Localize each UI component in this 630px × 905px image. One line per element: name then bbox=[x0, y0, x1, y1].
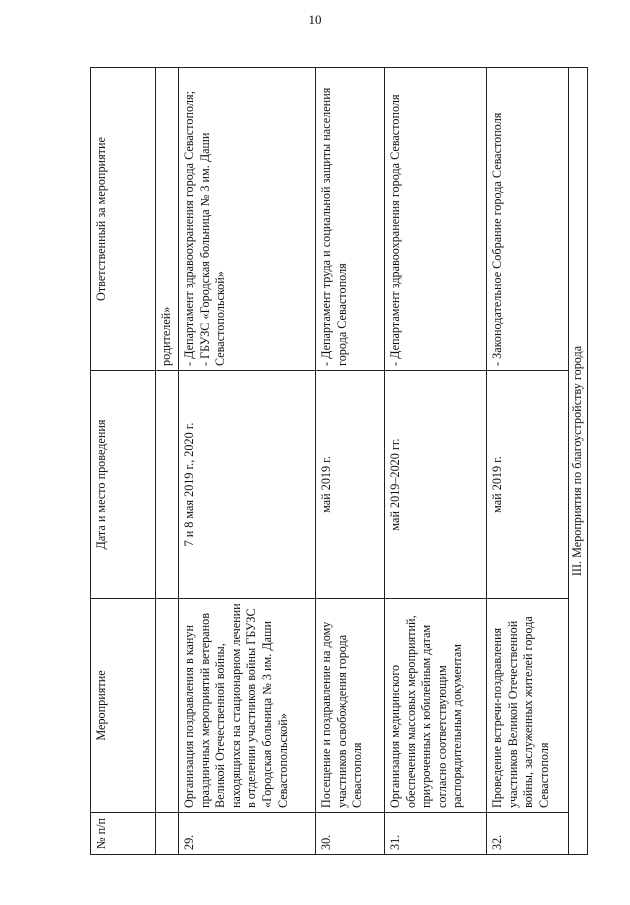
cont-num bbox=[156, 813, 179, 855]
header-event: Мероприятие bbox=[91, 599, 156, 813]
responsible-line: - Законодательное Собрание города Севастополя bbox=[490, 112, 504, 366]
row-num: 31. bbox=[385, 813, 487, 855]
row-responsible bbox=[487, 68, 569, 371]
header-num: № п/п bbox=[91, 813, 156, 855]
row-responsible bbox=[179, 68, 316, 371]
cont-responsible: родителей» bbox=[156, 68, 179, 371]
responsible-line: - Департамент здравоохранения города Севастополя; bbox=[182, 91, 196, 366]
responsible-line: - Департамент здравоохранения города Севастополя bbox=[388, 94, 402, 366]
continuation-row bbox=[156, 68, 179, 855]
row-event: Посещение и поздравление на дому участников освобождения города Севастополя bbox=[316, 599, 385, 813]
section-row bbox=[569, 68, 588, 855]
row-num: 30. bbox=[316, 813, 385, 855]
events-table bbox=[90, 67, 588, 855]
row-date: май 2019–2020 гг. bbox=[385, 371, 487, 599]
table-header-row bbox=[91, 68, 156, 855]
rotated-page-area bbox=[90, 68, 584, 855]
section-heading: III. Мероприятия по благоустройству города bbox=[569, 68, 588, 855]
table-row bbox=[385, 68, 487, 855]
header-date: Дата и место проведения bbox=[91, 371, 156, 599]
table-row bbox=[487, 68, 569, 855]
row-num: 29. bbox=[179, 813, 316, 855]
row-event: Организация поздравления в канун праздничных мероприятий ветеранов Великой Отечественной войны, находящихся на стационарном лечении в отделении участников войны ГБУЗС «Городская больница № 3 им. Даши Севастопольской» bbox=[179, 599, 316, 813]
table-row bbox=[179, 68, 316, 855]
responsible-line: - Департамент труда и социальной защиты населения города Севастополя bbox=[319, 87, 349, 366]
row-event: Организация медицинского обеспечения массовых мероприятий, приуроченных к юбилейным датам согласно соответствующим распорядительным документам bbox=[385, 599, 487, 813]
row-date: май 2019 г. bbox=[487, 371, 569, 599]
responsible-line: - ГБУЗС «Городская больница № 3 им. Даши Севастопольской» bbox=[197, 132, 228, 366]
table-row bbox=[316, 68, 385, 855]
row-responsible bbox=[385, 68, 487, 371]
cont-event bbox=[156, 599, 179, 813]
row-event: Проведение встречи-поздравления участников Великой Отечественной войны, заслуженных жителей города Севастополя bbox=[487, 599, 569, 813]
row-date: 7 и 8 мая 2019 г., 2020 г. bbox=[179, 371, 316, 599]
row-date: май 2019 г. bbox=[316, 371, 385, 599]
header-responsible: Ответственный за мероприятие bbox=[91, 68, 156, 371]
row-num: 32. bbox=[487, 813, 569, 855]
cont-date bbox=[156, 371, 179, 599]
page-number: 10 bbox=[308, 12, 322, 27]
rotated-table-container bbox=[90, 68, 584, 855]
row-responsible bbox=[316, 68, 385, 371]
